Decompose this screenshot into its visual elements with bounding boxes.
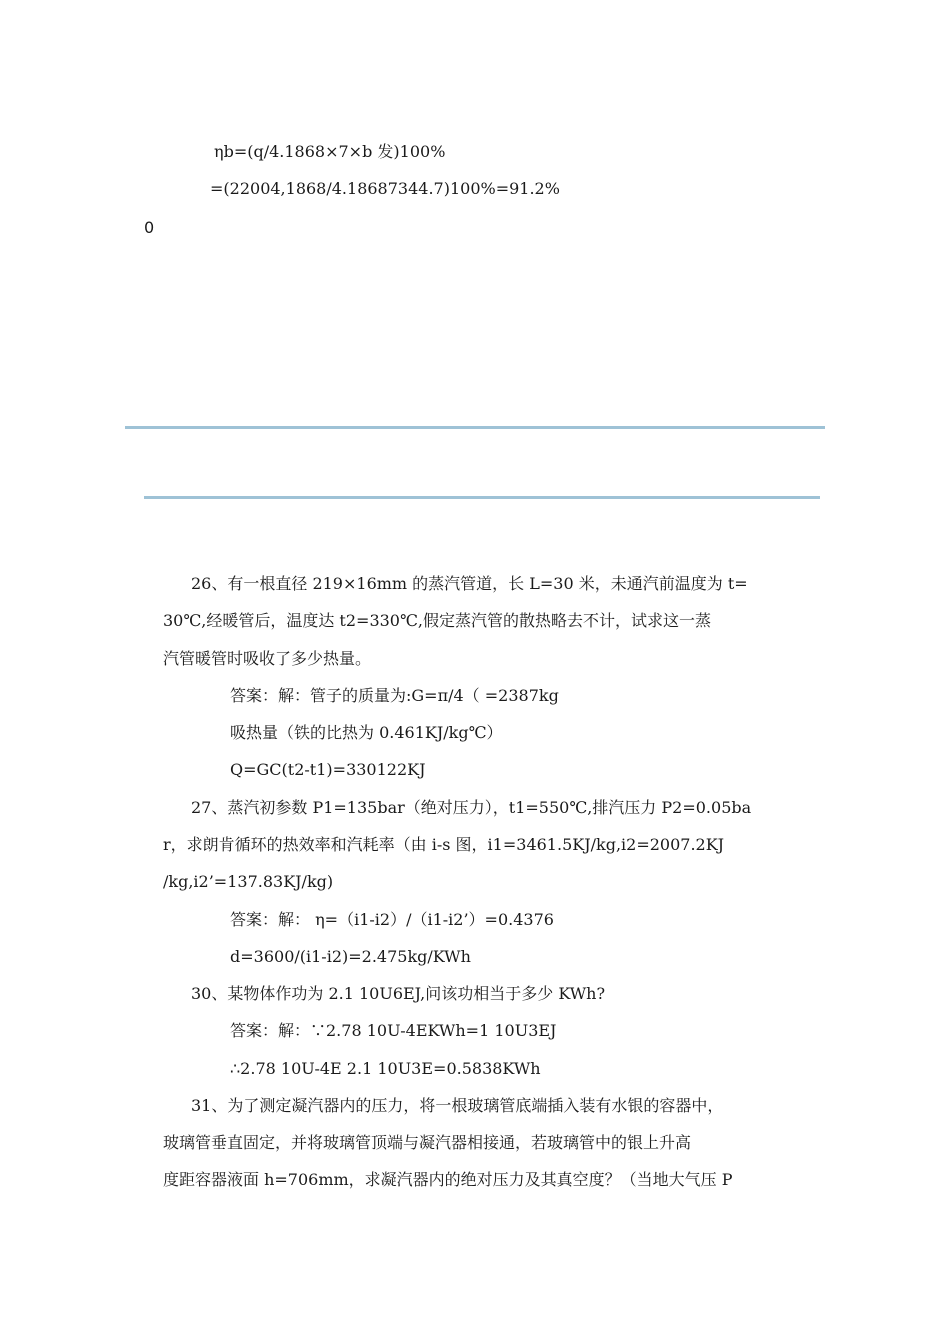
question-31-line-2: 玻璃管垂直固定，并将玻璃管顶端与凝汽器相接通，若玻璃管中的银上升高 [163, 1133, 692, 1152]
answer-27-line-1: 答案：解： η=（i1-i2）/（i1-i2’）=0.4376 [230, 910, 554, 929]
answer-26-line-2: 吸热量（铁的比热为 0.461KJ/kg℃） [230, 723, 503, 742]
question-26-line-2: 30℃,经暖管后，温度达 t2=330℃,假定蒸汽管的散热略去不计，试求这一蒸 [163, 611, 711, 630]
formula-efficiency-result: =(22004,1868/4.18687344.7)100%=91.2% [210, 179, 560, 198]
question-27-line-3: /kg,i2’=137.83KJ/kg) [163, 872, 334, 891]
divider-lower [144, 496, 820, 499]
question-26-line-3: 汽管暖管时吸收了多少热量。 [163, 649, 372, 668]
answer-26-line-3: Q=GC(t2-t1)=330122KJ [230, 760, 426, 779]
answer-27-line-2: d=3600/(i1-i2)=2.475kg/KWh [230, 947, 471, 966]
formula-efficiency: ηb=(q/4.1868×7×b 发)100% [214, 142, 446, 161]
question-27-line-2: r，求朗肯循环的热效率和汽耗率（由 i-s 图，i1=3461.5KJ/kg,i2=2007.2KJ [163, 835, 725, 854]
divider-upper [125, 426, 825, 429]
question-31-line-1: 31、为了测定凝汽器内的压力，将一根玻璃管底端插入装有水银的容器中， [191, 1096, 724, 1115]
answer-30-line-2: ∴2.78 10U-4E 2.1 10U3E=0.5838KWh [230, 1059, 541, 1078]
answer-26-line-1: 答案：解：管子的质量为:G=π/4（ =2387kg [230, 686, 559, 705]
stray-character: 0 [144, 218, 155, 237]
answer-30-line-1: 答案：解：∵2.78 10U-4EKWh=1 10U3EJ [230, 1021, 557, 1040]
question-31-line-3: 度距容器液面 h=706mm，求凝汽器内的绝对压力及其真空度？（当地大气压 P [163, 1170, 733, 1189]
question-30-line-1: 30、某物体作功为 2.1 10U6EJ,问该功相当于多少 KWh? [191, 984, 606, 1003]
question-27-line-1: 27、蒸汽初参数 P1=135bar（绝对压力），t1=550℃,排汽压力 P2=0.05ba [191, 798, 752, 817]
question-26-line-1: 26、有一根直径 219×16mm 的蒸汽管道，长 L=30 米，未通汽前温度为 t= [191, 574, 748, 593]
